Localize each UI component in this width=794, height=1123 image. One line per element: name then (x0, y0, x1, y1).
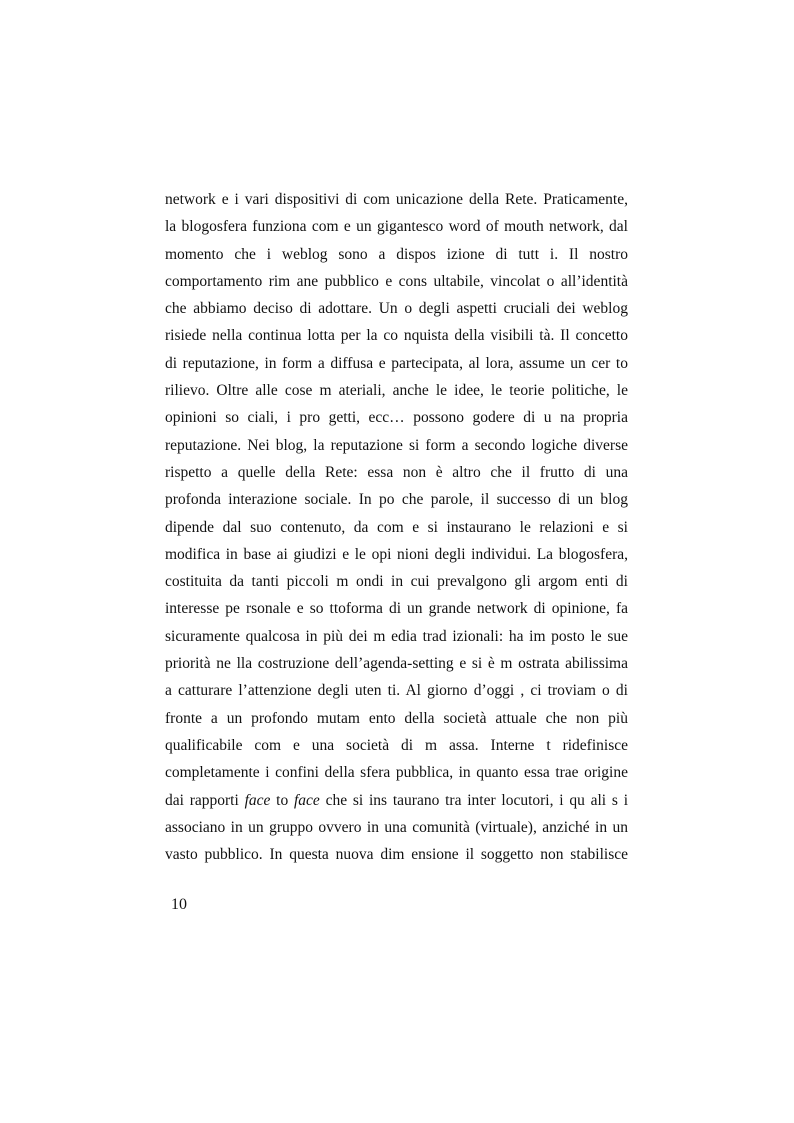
text-line: costituita da tanti piccoli m ondi in cui prevalgono gli argom enti di (165, 573, 628, 591)
text-line: vasto pubblico. In questa nuova dim ensione il soggetto non stabilisce (165, 846, 628, 864)
text-line: che abbiamo deciso di adottare. Un o degli aspetti cruciali dei weblog (165, 300, 628, 318)
text-line: la blogosfera funziona com e un gigantesco word of mouth network, dal (165, 218, 628, 236)
text-line: reputazione. Nei blog, la reputazione si form a secondo logiche diverse (165, 436, 628, 454)
italic-term: face (244, 791, 271, 809)
text-line: opinioni so ciali, i pro getti, ecc… possono godere di u na propria (165, 409, 628, 427)
text-fragment: che si ins taurano tra inter locutori, i qu ali s i (319, 791, 628, 809)
text-line: sicuramente qualcosa in più dei m edia trad izionali: ha im posto le sue (165, 627, 628, 645)
text-line: modifica in base ai giudizi e le opi nioni degli individui. La blogosfera, (165, 545, 628, 563)
text-fragment: to (270, 791, 294, 809)
text-line: rilievo. Oltre alle cose m ateriali, anche le idee, le teorie politiche, le (165, 382, 628, 400)
text-line: comportamento rim ane pubblico e cons ultabile, vincolat o all’identità (165, 272, 628, 290)
text-line: a catturare l’attenzione degli uten ti. Al giorno d’oggi , ci troviam o di (165, 682, 628, 700)
text-line: dipende dal suo contenuto, da com e si instaurano le relazioni e si (165, 518, 628, 536)
text-line: momento che i weblog sono a dispos izione di tutt i. Il nostro (165, 245, 628, 263)
text-line-with-italic (165, 787, 628, 814)
italic-term: face (294, 791, 320, 809)
text-line: risiede nella continua lotta per la co nquista della visibili tà. Il concetto (165, 327, 628, 345)
text-line: priorità ne lla costruzione dell’agenda-setting e si è m ostrata abilissima (165, 655, 628, 673)
text-line: qualificabile com e una società di m assa. Interne t ridefinisce (165, 736, 628, 754)
page-number: 10 (171, 896, 187, 913)
text-line: fronte a un profondo mutam ento della società attuale che non più (165, 709, 628, 727)
text-line: interesse pe rsonale e so ttoforma di un grande network di opinione, fa (165, 600, 628, 618)
text-line: rispetto a quelle della Rete: essa non è altro che il frutto di una (165, 463, 628, 481)
text-line: network e i vari dispositivi di com unicazione della Rete. Praticamente, (165, 191, 628, 208)
text-fragment: dai rapporti (165, 791, 245, 809)
body-text (165, 186, 628, 868)
text-line: associano in un gruppo ovvero in una comunità (virtuale), anziché in un (165, 818, 628, 836)
text-line: di reputazione, in form a diffusa e partecipata, al lora, assume un cer to (165, 354, 628, 372)
text-line: profonda interazione sociale. In po che parole, il successo di un blog (165, 491, 628, 509)
text-line: completamente i confini della sfera pubblica, in quanto essa trae origine (165, 764, 628, 782)
